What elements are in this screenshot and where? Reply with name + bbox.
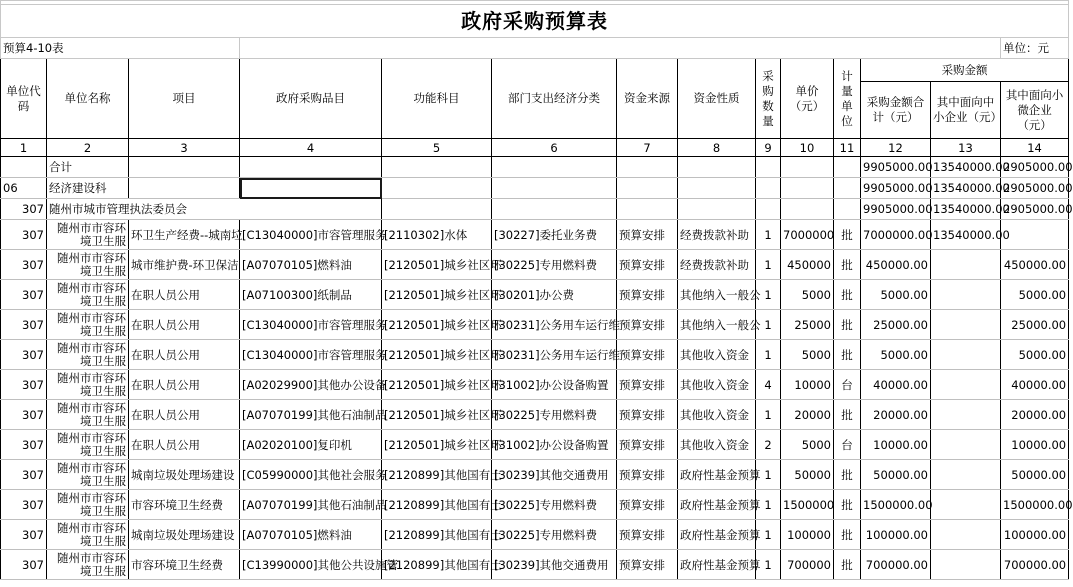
project-cell[interactable]: 市容环境卫生经费 — [129, 490, 240, 520]
qty-cell[interactable]: 1 — [756, 340, 781, 370]
selected-cell[interactable] — [240, 178, 382, 199]
unit-name-cell[interactable]: 随州市市容环境卫生服 — [47, 550, 129, 580]
empty-cell[interactable] — [781, 178, 834, 199]
econ-cell[interactable]: [30201]办公费 — [492, 280, 617, 310]
unit-name-cell[interactable]: 随州市市容环境卫生服 — [47, 460, 129, 490]
function-cell[interactable]: [2120501]城乡社区环 — [382, 280, 492, 310]
unit-code-cell[interactable]: 307 — [1, 199, 47, 220]
header-catalog[interactable]: 政府采购品目 — [240, 59, 382, 139]
qty-cell[interactable]: 1 — [756, 490, 781, 520]
empty-cell[interactable] — [756, 199, 781, 220]
unit-name-cell[interactable]: 随州市城市管理执法委员会 — [47, 199, 382, 220]
fund-nature-cell[interactable]: 其他收入资金 — [678, 340, 756, 370]
price-cell[interactable]: 5000 — [781, 280, 834, 310]
unit-code-cell[interactable]: 307 — [1, 430, 47, 460]
header-function[interactable]: 功能科目 — [382, 59, 492, 139]
project-cell[interactable]: 城南垃圾处理场建设 — [129, 520, 240, 550]
fund-nature-cell[interactable]: 其他收入资金 — [678, 400, 756, 430]
price-cell[interactable]: 20000 — [781, 400, 834, 430]
function-cell[interactable]: [2120899]其他国有土 — [382, 460, 492, 490]
amount-micro-cell[interactable]: 25000.00 — [1001, 310, 1069, 340]
fund-source-cell[interactable]: 预算安排 — [617, 220, 678, 250]
amount-total-cell[interactable]: 9905000.00 — [861, 199, 931, 220]
econ-cell[interactable]: [30225]专用燃料费 — [492, 400, 617, 430]
column-number[interactable]: 10 — [781, 139, 834, 157]
catalog-cell[interactable]: [C13040000]市容管理服务 — [240, 220, 382, 250]
header-econ[interactable]: 部门支出经济分类 — [492, 59, 617, 139]
summary-row — [1, 157, 1069, 178]
empty-cell[interactable] — [834, 178, 861, 199]
amount-total-cell[interactable]: 1500000.00 — [861, 490, 931, 520]
catalog-cell[interactable]: [C13040000]市容管理服务 — [240, 340, 382, 370]
price-cell[interactable]: 50000 — [781, 460, 834, 490]
table-row — [1, 280, 1069, 310]
econ-cell[interactable]: [30239]其他交通费用 — [492, 550, 617, 580]
project-cell[interactable]: 城市维护费-环卫保洁 — [129, 250, 240, 280]
function-cell[interactable]: [2120899]其他国有土 — [382, 550, 492, 580]
qty-cell[interactable]: 2 — [756, 430, 781, 460]
amount-total-cell[interactable]: 40000.00 — [861, 370, 931, 400]
column-number[interactable]: 13 — [931, 139, 1001, 157]
header-fund-source[interactable]: 资金来源 — [617, 59, 678, 139]
header-unit-name[interactable]: 单位名称 — [47, 59, 129, 139]
amount-sme-cell[interactable] — [931, 550, 1001, 580]
header-amount-micro[interactable]: 其中面向小微企业（元） — [1001, 82, 1069, 139]
project-cell[interactable]: 城南垃圾处理场建设 — [129, 460, 240, 490]
catalog-cell[interactable]: [A07070105]燃料油 — [240, 520, 382, 550]
empty-cell[interactable] — [781, 199, 834, 220]
empty-cell[interactable] — [240, 38, 1001, 59]
empty-cell[interactable] — [382, 199, 492, 220]
project-cell[interactable]: 在职人员公用 — [129, 340, 240, 370]
measure-cell[interactable]: 批 — [834, 250, 861, 280]
unit-code-cell[interactable]: 307 — [1, 460, 47, 490]
measure-cell[interactable]: 批 — [834, 490, 861, 520]
econ-cell[interactable]: [31002]办公设备购置 — [492, 430, 617, 460]
empty-cell[interactable] — [492, 199, 617, 220]
empty-cell[interactable] — [834, 157, 861, 178]
header-fund-nature[interactable]: 资金性质 — [678, 59, 756, 139]
qty-cell[interactable]: 4 — [756, 370, 781, 400]
amount-sme-cell[interactable] — [931, 280, 1001, 310]
empty-cell[interactable] — [492, 157, 617, 178]
function-cell[interactable]: [2120501]城乡社区环 — [382, 250, 492, 280]
fund-source-cell[interactable]: 预算安排 — [617, 490, 678, 520]
empty-cell[interactable] — [129, 178, 240, 199]
amount-micro-cell[interactable]: 1500000.00 — [1001, 490, 1069, 520]
amount-sme-cell[interactable] — [931, 250, 1001, 280]
econ-cell[interactable]: [30225]专用燃料费 — [492, 520, 617, 550]
column-number[interactable]: 4 — [240, 139, 382, 157]
header-unit-code[interactable]: 单位代码 — [1, 59, 47, 139]
unit-code-cell[interactable]: 307 — [1, 550, 47, 580]
measure-cell[interactable]: 批 — [834, 400, 861, 430]
header-amount-group[interactable]: 采购金额 — [861, 59, 1069, 82]
unit-code-cell[interactable]: 307 — [1, 490, 47, 520]
price-cell[interactable]: 450000 — [781, 250, 834, 280]
function-cell[interactable]: [2120501]城乡社区环 — [382, 370, 492, 400]
unit-name-cell[interactable]: 随州市市容环境卫生服 — [47, 310, 129, 340]
amount-micro-cell[interactable]: 20000.00 — [1001, 400, 1069, 430]
function-cell[interactable]: [2120501]城乡社区环 — [382, 310, 492, 340]
column-number[interactable]: 7 — [617, 139, 678, 157]
amount-total-cell[interactable]: 700000.00 — [861, 550, 931, 580]
amount-sme-cell[interactable]: 13540000.00 — [931, 178, 1001, 199]
amount-sme-cell[interactable] — [931, 460, 1001, 490]
price-cell[interactable]: 700000 — [781, 550, 834, 580]
table-row — [1, 370, 1069, 400]
fund-nature-cell[interactable]: 其他收入资金 — [678, 370, 756, 400]
price-cell[interactable]: 7000000 — [781, 220, 834, 250]
function-cell[interactable]: [2120501]城乡社区环 — [382, 400, 492, 430]
empty-cell[interactable] — [756, 178, 781, 199]
qty-cell[interactable]: 1 — [756, 310, 781, 340]
catalog-cell[interactable]: [A07070199]其他石油制品 — [240, 400, 382, 430]
price-cell[interactable]: 5000 — [781, 430, 834, 460]
price-cell[interactable]: 1500000 — [781, 490, 834, 520]
table-row — [1, 460, 1069, 490]
amount-total-cell[interactable]: 25000.00 — [861, 310, 931, 340]
measure-cell[interactable]: 台 — [834, 430, 861, 460]
project-cell[interactable]: 在职人员公用 — [129, 400, 240, 430]
empty-cell[interactable] — [756, 157, 781, 178]
unit-code-cell[interactable]: 307 — [1, 340, 47, 370]
table-row — [1, 250, 1069, 280]
price-cell[interactable]: 10000 — [781, 370, 834, 400]
project-cell[interactable]: 在职人员公用 — [129, 310, 240, 340]
table-row — [1, 550, 1069, 580]
qty-cell[interactable]: 1 — [756, 220, 781, 250]
project-cell[interactable]: 市容环境卫生经费 — [129, 550, 240, 580]
amount-micro-cell[interactable]: 2905000.00 — [1001, 157, 1069, 178]
unit-name-cell[interactable]: 随州市市容环境卫生服 — [47, 430, 129, 460]
unit-name-cell[interactable]: 随州市市容环境卫生服 — [47, 490, 129, 520]
amount-micro-cell[interactable]: 2905000.00 — [1001, 178, 1069, 199]
econ-cell[interactable]: [30225]专用燃料费 — [492, 490, 617, 520]
amount-micro-cell[interactable]: 5000.00 — [1001, 340, 1069, 370]
function-cell[interactable]: [2120501]城乡社区环 — [382, 430, 492, 460]
amount-sme-cell[interactable] — [931, 400, 1001, 430]
column-number[interactable]: 6 — [492, 139, 617, 157]
column-number[interactable]: 2 — [47, 139, 129, 157]
column-number[interactable]: 14 — [1001, 139, 1069, 157]
catalog-cell[interactable]: [A02029900]其他办公设备 — [240, 370, 382, 400]
amount-micro-cell[interactable]: 700000.00 — [1001, 550, 1069, 580]
header-amount-total[interactable]: 采购金额合计（元） — [861, 82, 931, 139]
econ-cell[interactable]: [30231]公务用车运行维 — [492, 310, 617, 340]
summary-row — [1, 178, 1069, 199]
unit-name-cell[interactable]: 随州市市容环境卫生服 — [47, 340, 129, 370]
page-title: 政府采购预算表 — [1, 5, 1069, 38]
fund-source-cell[interactable]: 预算安排 — [617, 370, 678, 400]
catalog-cell[interactable]: [A07100300]纸制品 — [240, 280, 382, 310]
unit-code-cell[interactable]: 307 — [1, 370, 47, 400]
amount-sme-cell[interactable]: 13540000.00 — [931, 199, 1001, 220]
catalog-cell[interactable]: [C13040000]市容管理服务 — [240, 310, 382, 340]
empty-cell[interactable] — [617, 157, 678, 178]
column-number[interactable]: 11 — [834, 139, 861, 157]
amount-micro-cell[interactable]: 5000.00 — [1001, 280, 1069, 310]
catalog-cell[interactable]: [C05990000]其他社会服务 — [240, 460, 382, 490]
fund-nature-cell[interactable]: 政府性基金预算 — [678, 490, 756, 520]
empty-cell[interactable] — [617, 178, 678, 199]
fund-nature-cell[interactable]: 经费拨款补助 — [678, 250, 756, 280]
function-cell[interactable]: [2110302]水体 — [382, 220, 492, 250]
empty-cell[interactable] — [129, 157, 240, 178]
fund-nature-cell[interactable]: 其他纳入一般公 — [678, 280, 756, 310]
amount-total-cell[interactable]: 50000.00 — [861, 460, 931, 490]
catalog-cell[interactable]: [A02020100]复印机 — [240, 430, 382, 460]
project-cell[interactable]: 在职人员公用 — [129, 280, 240, 310]
fund-nature-cell[interactable]: 其他纳入一般公 — [678, 310, 756, 340]
qty-cell[interactable]: 1 — [756, 400, 781, 430]
amount-total-cell[interactable]: 10000.00 — [861, 430, 931, 460]
project-cell[interactable]: 环卫生产经费--城南垃 — [129, 220, 240, 250]
price-cell[interactable]: 100000 — [781, 520, 834, 550]
catalog-cell[interactable]: [C13990000]其他公共设施管 — [240, 550, 382, 580]
qty-cell[interactable]: 1 — [756, 460, 781, 490]
amount-total-cell[interactable]: 9905000.00 — [861, 157, 931, 178]
empty-cell[interactable] — [834, 199, 861, 220]
measure-cell[interactable]: 批 — [834, 460, 861, 490]
fund-source-cell[interactable]: 预算安排 — [617, 430, 678, 460]
empty-cell[interactable] — [678, 199, 756, 220]
amount-total-cell[interactable]: 9905000.00 — [861, 178, 931, 199]
unit-code-cell[interactable]: 307 — [1, 250, 47, 280]
econ-cell[interactable]: [30225]专用燃料费 — [492, 250, 617, 280]
unit-name-cell[interactable]: 经济建设科 — [47, 178, 129, 199]
empty-cell[interactable] — [382, 157, 492, 178]
measure-cell[interactable]: 台 — [834, 370, 861, 400]
amount-micro-cell[interactable]: 40000.00 — [1001, 370, 1069, 400]
measure-cell[interactable]: 批 — [834, 550, 861, 580]
table-row — [1, 400, 1069, 430]
unit-code-cell[interactable]: 307 — [1, 520, 47, 550]
amount-sme-cell[interactable] — [931, 430, 1001, 460]
unit-code-cell[interactable]: 307 — [1, 220, 47, 250]
amount-total-cell[interactable]: 5000.00 — [861, 280, 931, 310]
econ-cell[interactable]: [30239]其他交通费用 — [492, 460, 617, 490]
fund-source-cell[interactable]: 预算安排 — [617, 520, 678, 550]
amount-sme-cell[interactable] — [931, 340, 1001, 370]
unit-name-cell[interactable]: 随州市市容环境卫生服 — [47, 400, 129, 430]
amount-sme-cell[interactable]: 13540000.00 — [931, 220, 1001, 250]
price-cell[interactable]: 25000 — [781, 310, 834, 340]
unit-label[interactable]: 单位：元 — [1001, 38, 1069, 59]
fund-nature-cell[interactable]: 其他收入资金 — [678, 430, 756, 460]
econ-cell[interactable]: [30227]委托业务费 — [492, 220, 617, 250]
qty-cell[interactable]: 1 — [756, 250, 781, 280]
amount-total-cell[interactable]: 20000.00 — [861, 400, 931, 430]
table-row — [1, 340, 1069, 370]
header-price[interactable]: 单价（元） — [781, 59, 834, 139]
unit-name-cell[interactable]: 合计 — [47, 157, 129, 178]
table-row — [1, 520, 1069, 550]
amount-micro-cell[interactable]: 100000.00 — [1001, 520, 1069, 550]
unit-code-cell[interactable] — [1, 157, 47, 178]
fund-source-cell[interactable]: 预算安排 — [617, 250, 678, 280]
column-number[interactable]: 1 — [1, 139, 47, 157]
header-amount-sme[interactable]: 其中面向中小企业（元） — [931, 82, 1001, 139]
table-row — [1, 430, 1069, 460]
measure-cell[interactable]: 批 — [834, 340, 861, 370]
header-qty[interactable]: 采购数量 — [756, 59, 781, 139]
column-number[interactable]: 3 — [129, 139, 240, 157]
empty-cell[interactable] — [678, 157, 756, 178]
function-cell[interactable]: [2120899]其他国有土 — [382, 520, 492, 550]
fund-nature-cell[interactable]: 政府性基金预算 — [678, 550, 756, 580]
amount-total-cell[interactable]: 5000.00 — [861, 340, 931, 370]
unit-name-cell[interactable]: 随州市市容环境卫生服 — [47, 520, 129, 550]
unit-code-cell[interactable]: 307 — [1, 280, 47, 310]
unit-name-cell[interactable]: 随州市市容环境卫生服 — [47, 280, 129, 310]
table-row — [1, 310, 1069, 340]
header-project[interactable]: 项目 — [129, 59, 240, 139]
fund-source-cell[interactable]: 预算安排 — [617, 460, 678, 490]
unit-name-cell[interactable]: 随州市市容环境卫生服 — [47, 250, 129, 280]
empty-cell[interactable] — [240, 157, 382, 178]
unit-code-cell[interactable]: 307 — [1, 400, 47, 430]
catalog-cell[interactable]: [A07070199]其他石油制品 — [240, 490, 382, 520]
amount-total-cell[interactable]: 100000.00 — [861, 520, 931, 550]
empty-cell[interactable] — [678, 178, 756, 199]
catalog-cell[interactable]: [A07070105]燃料油 — [240, 250, 382, 280]
econ-cell[interactable]: [30231]公务用车运行维 — [492, 340, 617, 370]
amount-sme-cell[interactable] — [931, 310, 1001, 340]
header-measure[interactable]: 计量单位 — [834, 59, 861, 139]
amount-micro-cell[interactable]: 450000.00 — [1001, 250, 1069, 280]
fund-nature-cell[interactable]: 政府性基金预算 — [678, 520, 756, 550]
fund-source-cell[interactable]: 预算安排 — [617, 310, 678, 340]
unit-name-cell[interactable]: 随州市市容环境卫生服 — [47, 220, 129, 250]
amount-micro-cell[interactable] — [1001, 220, 1069, 250]
column-number[interactable]: 8 — [678, 139, 756, 157]
fund-nature-cell[interactable]: 经费拨款补助 — [678, 220, 756, 250]
project-cell[interactable]: 在职人员公用 — [129, 430, 240, 460]
function-cell[interactable]: [2120899]其他国有土 — [382, 490, 492, 520]
amount-micro-cell[interactable]: 50000.00 — [1001, 460, 1069, 490]
empty-cell[interactable] — [382, 178, 492, 199]
summary-row — [1, 199, 1069, 220]
measure-cell[interactable]: 批 — [834, 520, 861, 550]
column-number[interactable]: 12 — [861, 139, 931, 157]
empty-cell[interactable] — [492, 178, 617, 199]
fund-source-cell[interactable]: 预算安排 — [617, 550, 678, 580]
qty-cell[interactable]: 1 — [756, 520, 781, 550]
column-number[interactable]: 5 — [382, 139, 492, 157]
amount-sme-cell[interactable] — [931, 490, 1001, 520]
measure-cell[interactable]: 批 — [834, 220, 861, 250]
measure-cell[interactable]: 批 — [834, 280, 861, 310]
unit-code-cell[interactable]: 307 — [1, 310, 47, 340]
qty-cell[interactable]: 1 — [756, 280, 781, 310]
column-number[interactable]: 9 — [756, 139, 781, 157]
fund-source-cell[interactable]: 预算安排 — [617, 340, 678, 370]
project-cell[interactable]: 在职人员公用 — [129, 370, 240, 400]
qty-cell[interactable]: 1 — [756, 550, 781, 580]
table-row — [1, 490, 1069, 520]
measure-cell[interactable]: 批 — [834, 310, 861, 340]
amount-micro-cell[interactable]: 10000.00 — [1001, 430, 1069, 460]
table-row — [1, 220, 1069, 250]
fund-nature-cell[interactable]: 政府性基金预算 — [678, 460, 756, 490]
table-code[interactable]: 预算4-10表 — [1, 38, 240, 59]
unit-code-cell[interactable]: 06 — [1, 178, 47, 199]
empty-cell[interactable] — [617, 199, 678, 220]
fund-source-cell[interactable]: 预算安排 — [617, 400, 678, 430]
function-cell[interactable]: [2120501]城乡社区环 — [382, 340, 492, 370]
amount-micro-cell[interactable]: 2905000.00 — [1001, 199, 1069, 220]
amount-sme-cell[interactable]: 13540000.00 — [931, 157, 1001, 178]
fund-source-cell[interactable]: 预算安排 — [617, 280, 678, 310]
amount-total-cell[interactable]: 450000.00 — [861, 250, 931, 280]
econ-cell[interactable]: [31002]办公设备购置 — [492, 370, 617, 400]
amount-total-cell[interactable]: 7000000.00 — [861, 220, 931, 250]
price-cell[interactable]: 5000 — [781, 340, 834, 370]
unit-name-cell[interactable]: 随州市市容环境卫生服 — [47, 370, 129, 400]
empty-cell[interactable] — [781, 157, 834, 178]
amount-sme-cell[interactable] — [931, 520, 1001, 550]
amount-sme-cell[interactable] — [931, 370, 1001, 400]
